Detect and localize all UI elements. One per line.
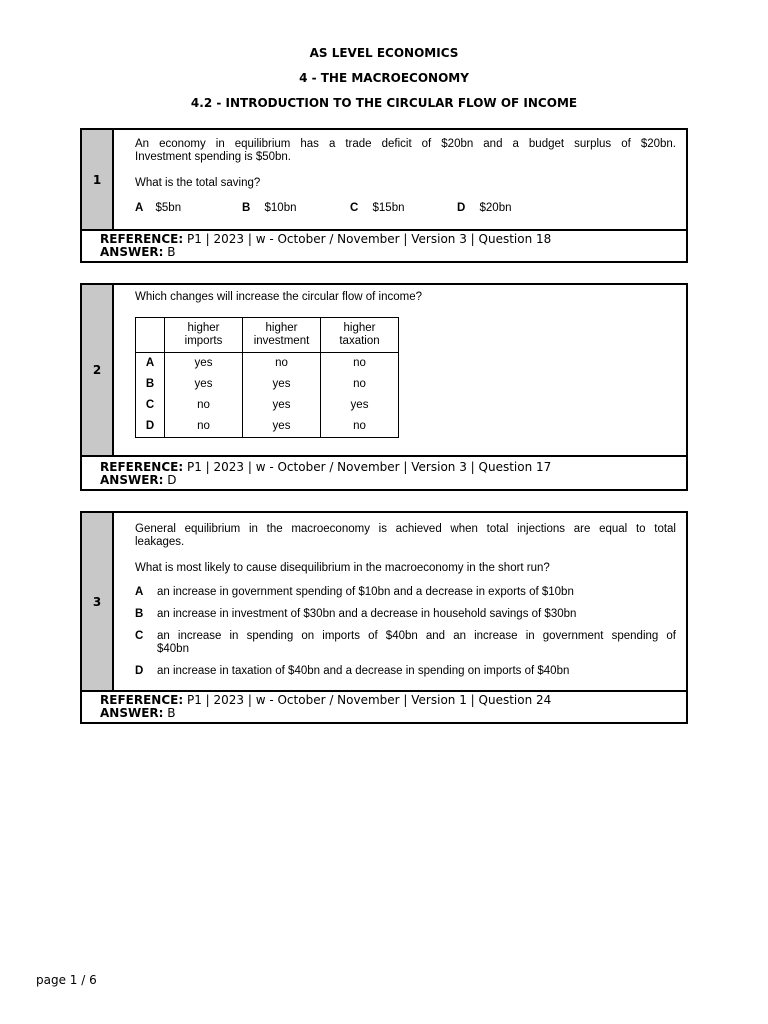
table-cell: no: [243, 353, 321, 375]
question-prompt: Which changes will increase the circular flow of income?: [135, 291, 422, 303]
option-text: $5bn: [155, 202, 182, 214]
row-letter: C: [136, 395, 165, 416]
question-number: 2: [82, 285, 114, 455]
reference-label: REFERENCE:: [100, 232, 184, 246]
question-card-1: [80, 128, 688, 263]
table-cell: no: [165, 416, 243, 438]
title-subtopic: 4.2 - INTRODUCTION TO THE CIRCULAR FLOW OF INCOME: [190, 96, 578, 110]
option-letter: A: [135, 202, 144, 214]
stem-line-1: General equilibrium in the macroeconomy is achieved when total injections are equal to total: [135, 523, 676, 535]
question-number: 1: [82, 130, 114, 229]
option-c: [350, 202, 405, 215]
option-letter: B: [242, 202, 251, 214]
table-header-row: [136, 318, 399, 353]
question-stem: [135, 138, 676, 164]
table-row: [136, 395, 399, 416]
option-text: $20bn: [479, 202, 512, 214]
reference-block: [100, 694, 551, 720]
table-cell: no: [165, 395, 243, 416]
question-prompt: What is most likely to cause disequilibrium in the macroeconomy in the short run?: [135, 562, 550, 574]
stem-line-1: An economy in equilibrium has a trade deficit of $20bn and a budget surplus of $20bn.: [135, 138, 676, 150]
table-cell: yes: [243, 374, 321, 395]
table-cell: no: [321, 353, 399, 375]
option-letter: C: [350, 202, 359, 214]
option-letter: B: [135, 608, 144, 620]
reference-label: REFERENCE:: [100, 460, 184, 474]
row-letter: A: [136, 353, 165, 375]
question-content: [135, 285, 676, 455]
answer-label: ANSWER:: [100, 245, 164, 259]
table-corner-cell: [136, 318, 165, 353]
answer-label: ANSWER:: [100, 706, 164, 720]
option-d: [457, 202, 512, 215]
title-subject: AS LEVEL ECONOMICS: [309, 46, 459, 60]
option-b: [242, 202, 297, 215]
option-text: an increase in taxation of $40bn and a decrease in spending on imports of $40bn: [157, 665, 570, 677]
table-header-imports: higher imports: [165, 318, 243, 353]
table-row: [136, 374, 399, 395]
table-cell: no: [321, 416, 399, 438]
option-text: an increase in investment of $30bn and a decrease in household savings of $30bn: [157, 608, 577, 620]
answer-value: B: [167, 706, 176, 720]
table-cell: yes: [321, 395, 399, 416]
answer-table: [135, 317, 399, 438]
reference-block: [100, 461, 551, 487]
answer-label: ANSWER:: [100, 473, 164, 487]
answer-value: B: [167, 245, 176, 259]
table-cell: no: [321, 374, 399, 395]
answer-value: D: [167, 473, 177, 487]
option-text: [157, 630, 676, 656]
question-number: 3: [82, 513, 114, 690]
table-header-taxation: higher taxation: [321, 318, 399, 353]
question-content: [135, 513, 676, 690]
question-prompt: What is the total saving?: [135, 177, 261, 189]
option-letter: D: [457, 202, 466, 214]
table-header-investment: higher investment: [243, 318, 321, 353]
option-text-line-1: an increase in spending on imports of $40bn and an increase in government spending of: [157, 630, 676, 642]
option-text: an increase in government spending of $10bn and a decrease in exports of $10bn: [157, 586, 574, 598]
stem-line-2: Investment spending is $50bn.: [135, 151, 291, 163]
option-text: $15bn: [372, 202, 405, 214]
table-row: [136, 416, 399, 438]
reference-text: P1 | 2023 | w - October / November | Version 1 | Question 24: [186, 693, 552, 707]
question-content: [135, 130, 676, 229]
reference-label: REFERENCE:: [100, 693, 184, 707]
option-text-line-2: $40bn: [157, 643, 189, 655]
option-letter: D: [135, 665, 144, 677]
row-letter: B: [136, 374, 165, 395]
stem-line-2: leakages.: [135, 536, 185, 548]
option-text: $10bn: [264, 202, 297, 214]
reference-block: [100, 233, 551, 259]
option-a: [135, 202, 181, 215]
question-body: [82, 285, 686, 457]
title-topic: 4 - THE MACROECONOMY: [299, 71, 469, 85]
question-stem: [135, 523, 676, 549]
reference-text: P1 | 2023 | w - October / November | Version 3 | Question 18: [186, 232, 552, 246]
question-card-3: [80, 511, 688, 724]
question-body: [82, 513, 686, 692]
reference-text: P1 | 2023 | w - October / November | Version 3 | Question 17: [186, 460, 552, 474]
table-cell: yes: [165, 353, 243, 375]
question-body: [82, 130, 686, 231]
table-cell: yes: [243, 416, 321, 438]
table-row: [136, 353, 399, 375]
option-letter: C: [135, 630, 144, 642]
question-card-2: [80, 283, 688, 491]
table-cell: yes: [243, 395, 321, 416]
table-cell: yes: [165, 374, 243, 395]
option-letter: A: [135, 586, 144, 598]
row-letter: D: [136, 416, 165, 438]
page-number: page 1 / 6: [36, 973, 97, 987]
